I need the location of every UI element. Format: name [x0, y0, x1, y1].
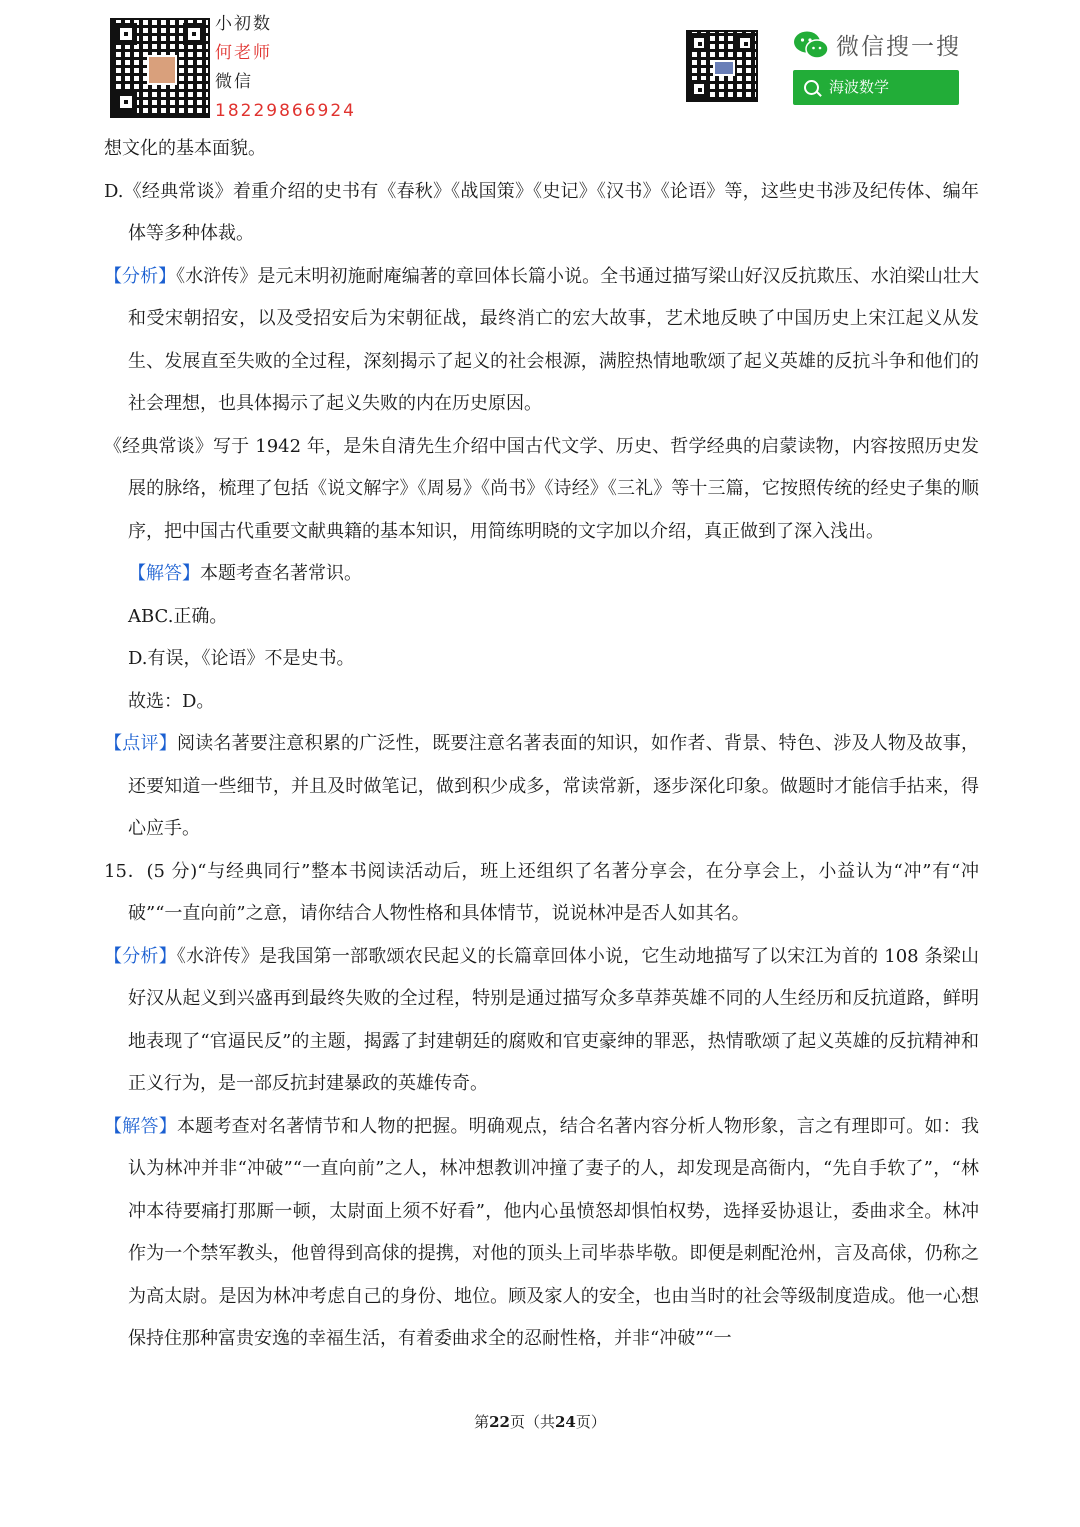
contact-line-teacher: 何老师: [215, 43, 272, 63]
paragraph-continued: 想文化的基本面貌。: [104, 138, 266, 159]
search-icon: [804, 80, 819, 95]
qr-code-teacher[interactable]: [110, 18, 210, 118]
page-footer: [0, 1411, 1080, 1432]
answer-tag: 【解答】: [128, 563, 200, 584]
answer-choice: 故选：D。: [128, 690, 215, 712]
footer-prefix: 第: [474, 1413, 490, 1431]
contact-line-phone: 18229866924: [215, 101, 356, 121]
answer-tag-2: 【解答】: [104, 1115, 177, 1137]
analysis-tag-2: 【分析】: [104, 945, 177, 967]
answer-text-2: 本题考查对名著情节和人物的把握。明确观点，结合名著内容分析人物形象，言之有理即可。如：我认为林冲并非“冲破”“一直向前”之人，林冲想教训冲撞了妻子的人，却发现是高衙内，“先自手软了”，“林冲本待要痛打那厮一顿，太尉面上须不好看”，他内心虽愤怒却惧怕权势，选择妥协退让，委曲求全。林冲作为一个禁军教头，他曾得到高俅的提携，对他的顶头上司毕恭毕敬。即便是刺配沧州，言及高俅，仍称之为高太尉。是因为林冲考虑自己的身份、地位。顾及家人的安全，也由当时的社会等级制度造成。他一心想保持住那种富贵安逸的幸福生活，有着委曲求全的忍耐性格，并非“冲破”“一: [128, 1115, 979, 1349]
contact-line-wechat: 微信: [215, 72, 253, 92]
document-body: [104, 128, 979, 1361]
wechat-search-box[interactable]: [793, 70, 959, 105]
answer-paragraph: [104, 553, 979, 596]
option-d: D.《经典常谈》着重介绍的史书有《春秋》《战国策》《史记》《汉书》《论语》等，这些史书涉及纪传体、编年体等多种体裁。: [104, 180, 979, 244]
page-total: 24: [555, 1413, 576, 1431]
answer-text: 本题考查名著常识。: [200, 563, 362, 584]
analysis-text-2: 《水浒传》是我国第一部歌颂农民起义的长篇章回体小说，它生动地描写了以宋江为首的 108 条梁山好汉从起义到兴盛再到最终失败的全过程，特别是通过描写众多草莽英雄不同的人生经历和反抗道路，鲜明地表现了“官逼民反”的主题，揭露了封建朝廷的腐败和官吏豪绅的罪恶，热情歌颂了起义英雄的反抗精神和正义行为，是一部反抗封建暴政的英雄传奇。: [128, 945, 980, 1094]
analysis-paragraph-3: [104, 936, 979, 1106]
teacher-contact: [215, 10, 356, 126]
wechat-search-title: 微信搜一搜: [836, 34, 961, 60]
footer-suffix: 页）: [575, 1413, 606, 1431]
analysis-paragraph-2: 《经典常谈》写于 1942 年，是朱自清先生介绍中国古代文学、历史、哲学经典的启蒙读物，内容按照历史发展的脉络，梳理了包括《说文解字》《周易》《尚书》《诗经》《三礼》等十三篇，它按照传统的经史子集的顺序，把中国古代重要文献典籍的基本知识，用简练明晓的文字加以介绍，真正做到了深入浅出。: [104, 435, 979, 542]
comment-text: 阅读名著要注意积累的广泛性，既要注意名著表面的知识，如作者、背景、特色、涉及人物及故事，还要知道一些细节，并且及时做笔记，做到积少成多，常读常新，逐步深化印象。做题时才能信手拈来，得心应手。: [128, 733, 979, 839]
qr-code-official[interactable]: [686, 30, 758, 102]
analysis-tag: 【分析】: [104, 265, 177, 287]
avatar: [147, 55, 177, 85]
wechat-logo-icon: [793, 30, 829, 60]
contact-line-subject: 小初数: [215, 14, 272, 34]
analysis-text: 《水浒传》是元末明初施耐庵编著的章回体长篇小说。全书通过描写梁山好汉反抗欺压、水泊梁山壮大和受宋朝招安，以及受招安后为宋朝征战，最终消亡的宏大故事，艺术地反映了中国历史上宋江起义从发生、发展直至失败的全过程，深刻揭示了起义的社会根源，满腔热情地歌颂了起义英雄的反抗斗争和他们的社会理想，也具体揭示了起义失败的内在历史原因。: [128, 265, 980, 414]
answer-line-d: D.有误，《论语》不是史书。: [128, 648, 355, 669]
answer-line-abc: ABC.正确。: [128, 605, 228, 627]
page-header: [0, 0, 1080, 130]
comment-tag: 【点评】: [104, 733, 177, 754]
page-number: 22: [489, 1413, 510, 1431]
analysis-paragraph-1: [104, 256, 979, 426]
footer-middle: 页（共: [509, 1413, 555, 1431]
question-15: 15．(5 分)“与经典同行”整本书阅读活动后，班上还组织了名著分享会，在分享会上，小益认为“冲”有“冲破”“一直向前”之意，请你结合人物性格和具体情节，说说林冲是否人如其名。: [104, 860, 979, 924]
search-keyword: 海波数学: [829, 78, 890, 96]
comment-paragraph: [104, 723, 979, 851]
answer-paragraph-2: [104, 1106, 979, 1361]
